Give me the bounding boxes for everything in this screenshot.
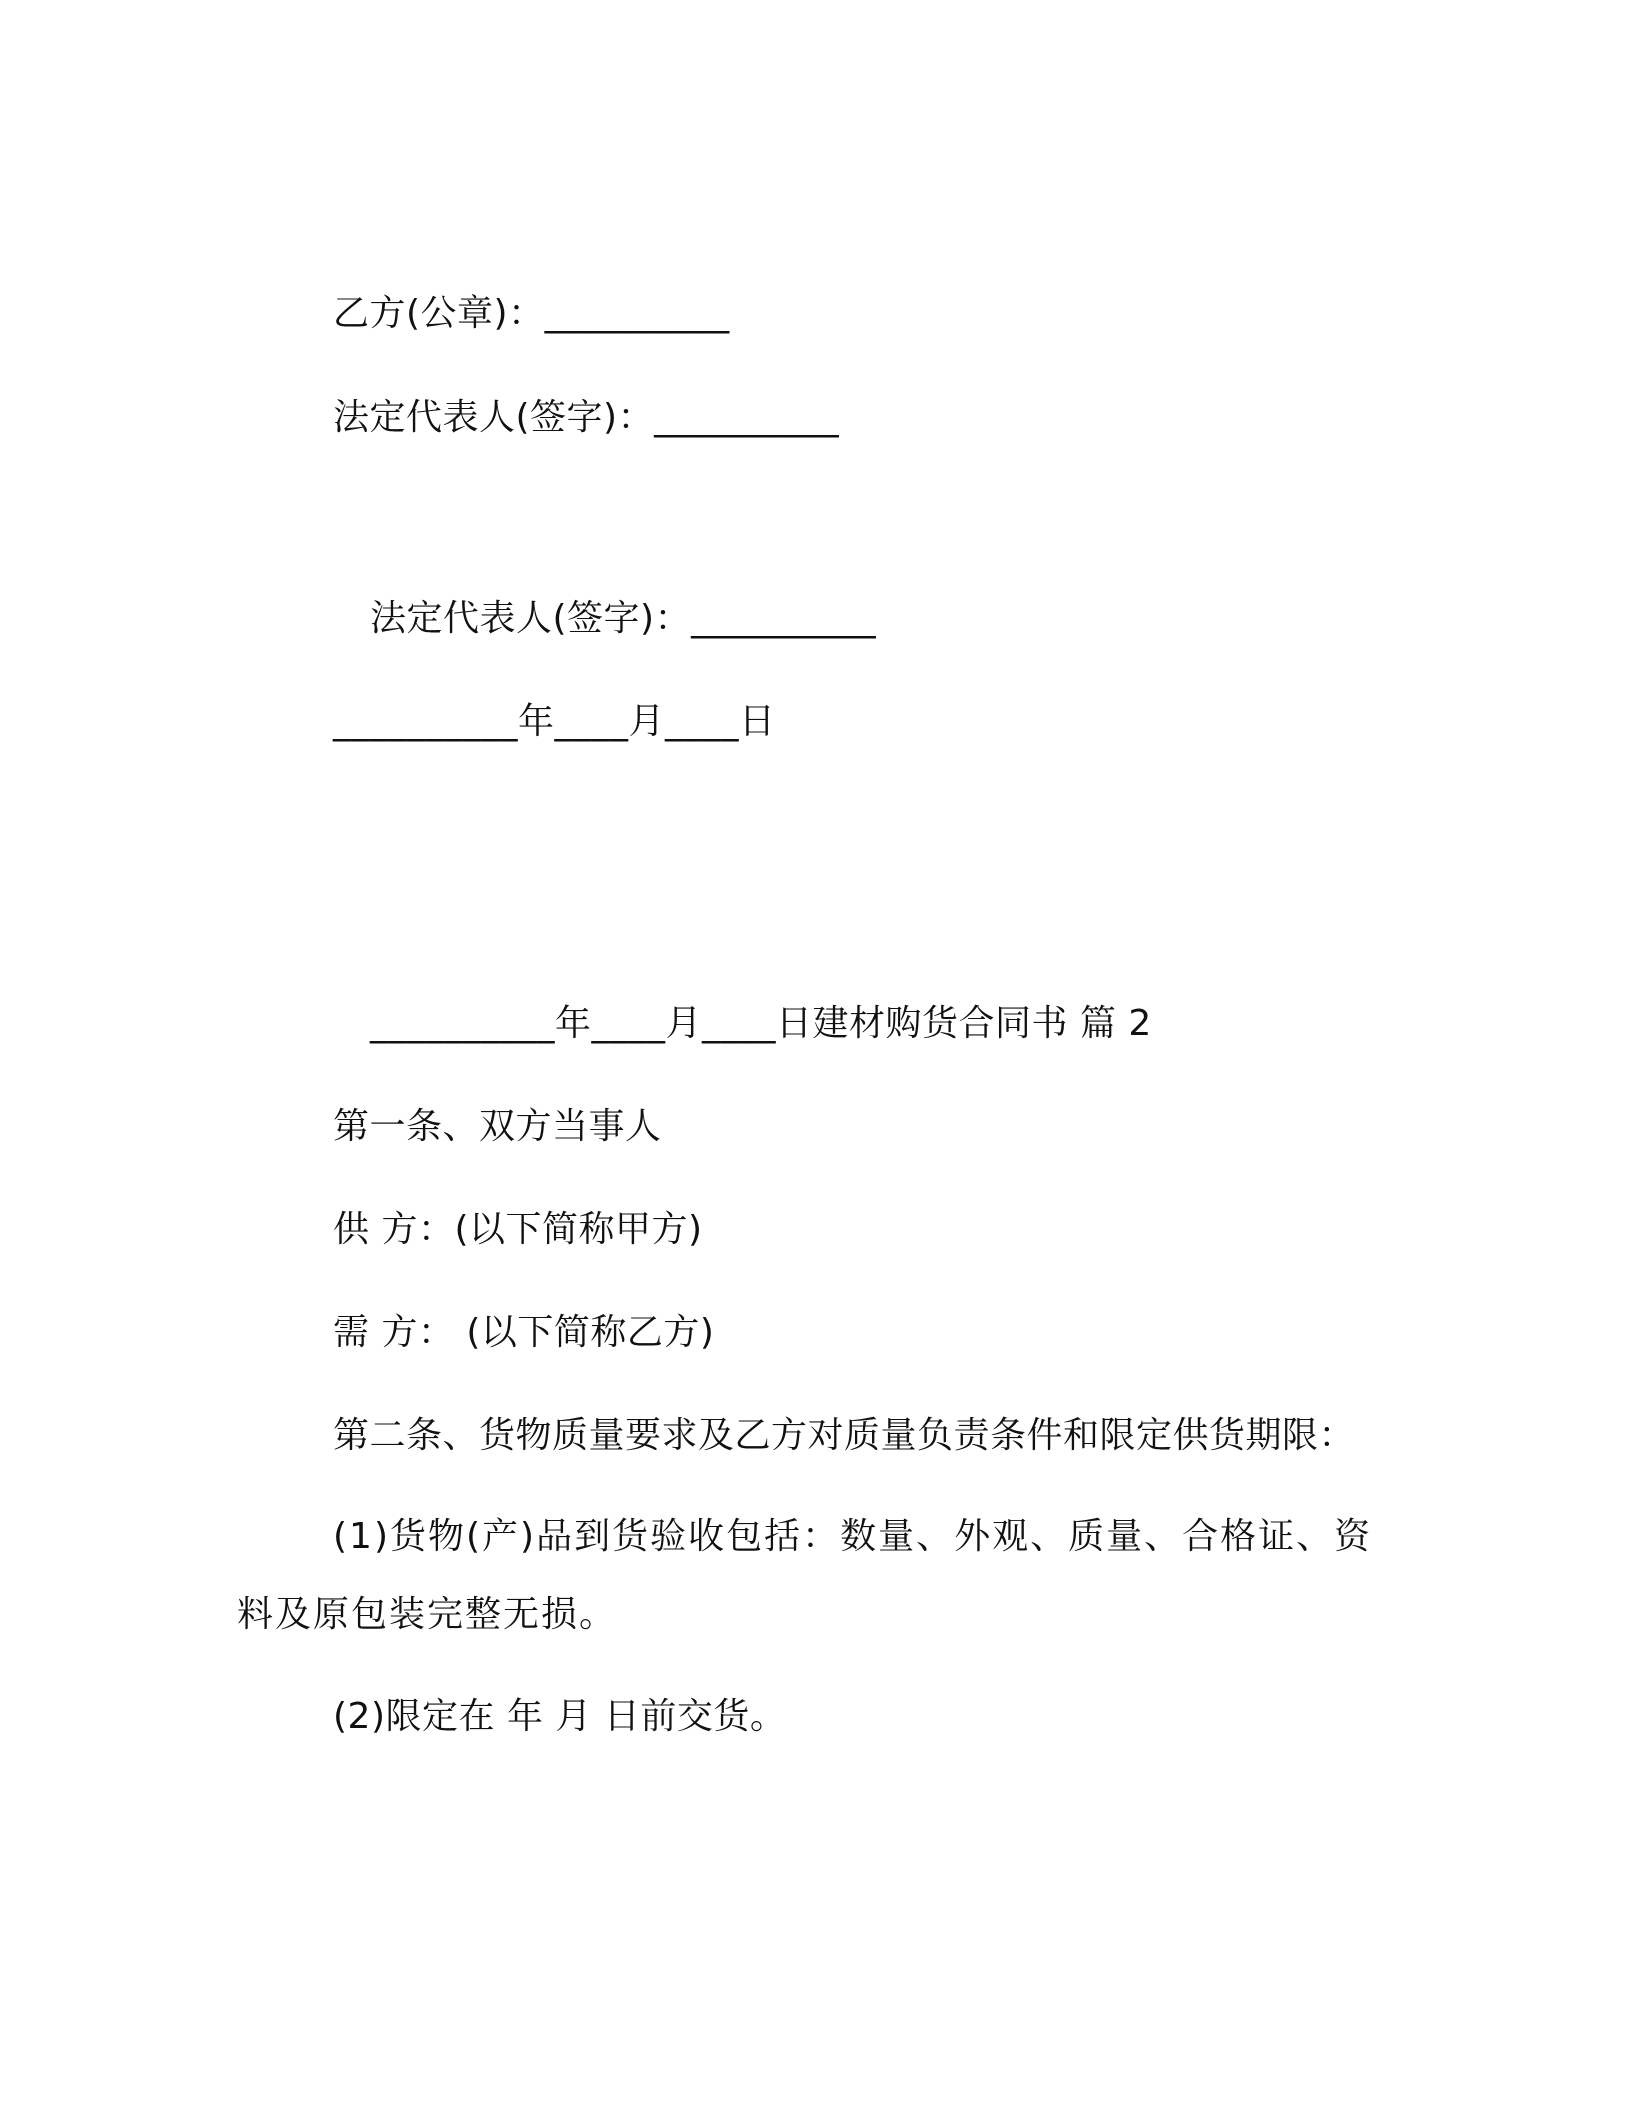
article-2-heading: 第二条、货物质量要求及乙方对质量负责条件和限定供货期限： [333, 1415, 1356, 1456]
article-2-item-2: (2)限定在 年 月 日前交货。 [333, 1696, 787, 1737]
article-1-heading: 第一条、双方当事人 [333, 1106, 662, 1147]
party-b-seal-line: 乙方(公章)：__________ [333, 293, 730, 334]
legal-representative-line-2: 法定代表人(签字)：__________ [370, 598, 877, 639]
supplier-line: 供 方：(以下简称甲方) [333, 1209, 703, 1250]
signature-date-line: __________年____月____日 [333, 701, 776, 742]
buyer-line: 需 方： (以下简称乙方) [333, 1312, 715, 1353]
contract-title: __________年____月____日建材购货合同书 篇 2 [370, 1003, 1152, 1044]
article-2-item-1: (1)货物(产)品到货验收包括：数量、外观、质量、合格证、资料及原包装完整无损。 [237, 1516, 1373, 1635]
legal-representative-line: 法定代表人(签字)：__________ [333, 397, 840, 438]
